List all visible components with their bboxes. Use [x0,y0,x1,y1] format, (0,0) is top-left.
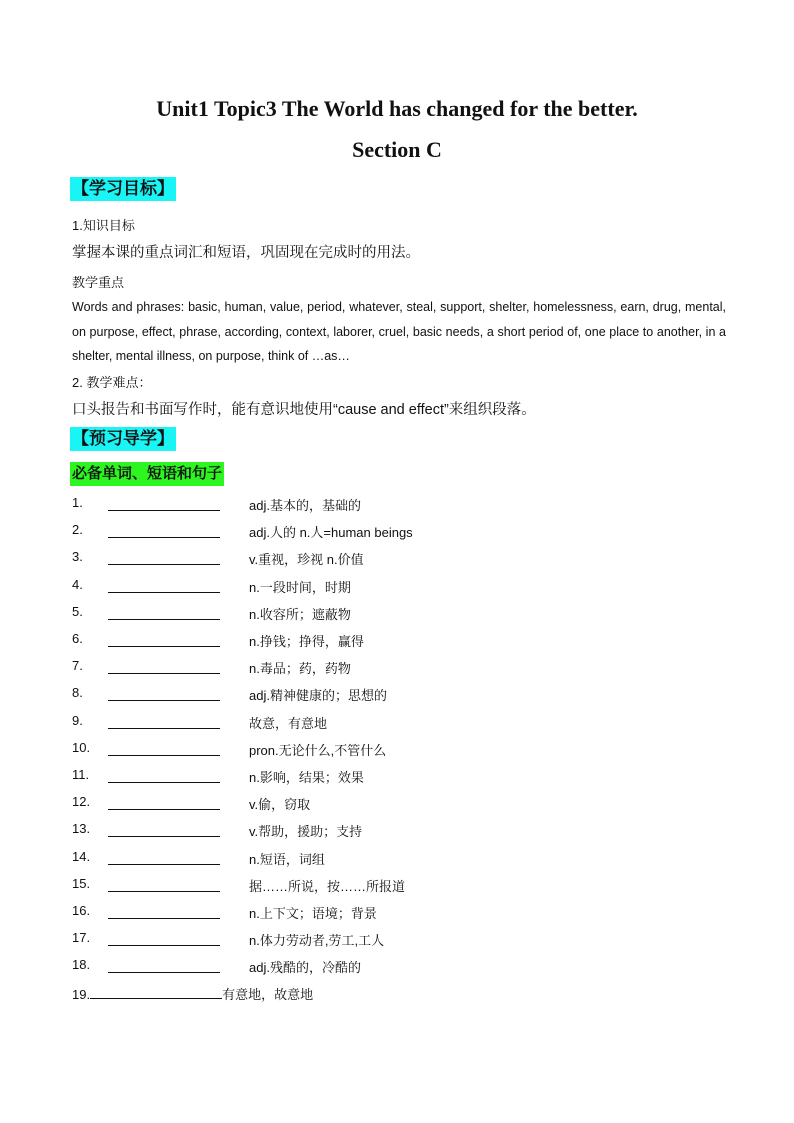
vocab-meaning: 据……所说，按……所报道 [249,878,406,894]
answer-blank[interactable] [90,984,222,999]
answer-blank[interactable] [108,592,220,593]
vocab-meaning: v.帮助，援助；支持 [249,824,363,840]
vocab-meaning: n.挣钱；挣得，赢得 [249,634,364,649]
vocab-number: 1. [72,495,83,510]
vocab-meaning: n.影响，结果；效果 [249,770,364,785]
vocab-number: 4. [72,576,83,592]
answer-blank[interactable] [108,864,220,865]
vocab-number: 10. [72,739,91,755]
page-title: Unit1 Topic3 The World has changed for the better. [156,96,638,121]
vocab-number: 9. [72,712,83,728]
vocab-meaning: 故意，有意地 [249,715,328,731]
vocab-meaning: adj.基本的，基础的 [249,498,361,513]
answer-blank[interactable] [108,510,220,511]
knowledge-text: 掌握本课的重点词汇和短语，巩固现在完成时的用法。 [72,245,420,261]
vocab-meaning: n.上下文；语境；背景 [249,906,377,921]
vocab-meaning: n.体力劳动者,劳工,工人 [249,933,385,949]
preview-heading: 【预习导学】 [70,427,176,451]
vocab-number: 7. [72,658,83,674]
vocab-meaning: adj.精神健康的；思想的 [249,688,387,704]
vocab-number: 19. [72,987,91,1002]
answer-blank[interactable] [108,836,220,837]
answer-blank[interactable] [108,619,220,620]
vocab-number: 17. [72,930,91,946]
vocab-number: 12. [72,794,91,810]
answer-blank[interactable] [108,945,220,946]
vocab-meaning: adj.人的 n.人=human beings [249,525,413,541]
answer-blank[interactable] [108,918,220,919]
difficulty-label: 2. 教学难点： [72,375,152,390]
vocab-number: 8. [72,685,83,701]
answer-blank[interactable] [108,673,220,674]
vocab-meaning: v.重视，珍视 n.价值 [249,552,364,568]
answer-blank[interactable] [108,809,220,810]
vocab-meaning: n.毒品；药，药物 [249,661,351,677]
vocab-number: 14. [72,848,91,864]
difficulty-text: 口头报告和书面写作时，能有意识地使用“cause and effect”来组织段落。 [72,402,536,418]
answer-blank[interactable] [108,646,220,647]
vocab-item-19 [72,984,313,1003]
vocab-number: 5. [72,603,83,619]
vocab-number: 16. [72,903,91,918]
vocab-meaning: pron.无论什么,不管什么 [249,742,387,758]
vocab-number: 11. [72,767,90,782]
vocab-meaning: 有意地，故意地 [222,987,314,1002]
goals-heading: 【学习目标】 [70,177,176,201]
answer-blank[interactable] [108,755,220,756]
key-points-label: 教学重点 [72,275,125,290]
vocab-number: 15. [72,875,91,891]
answer-blank[interactable] [108,972,220,973]
key-points-text: Words and phrases: basic, human, value, period, whatever, steal, support, shelter, homelessness, earn, drug, mental, on purpose, effect, phrase, according, context, laborer, cruel, basic needs, a short period of, one place to another, in a shelter, mental illness, on purpose, think of …as… [72,300,726,363]
answer-blank[interactable] [108,728,220,729]
vocab-number: 6. [72,631,83,646]
vocab-number: 18. [72,957,91,973]
vocab-meaning: n.收容所；遮蔽物 [249,606,351,622]
vocab-meaning: v.偷，窃取 [249,797,311,813]
answer-blank[interactable] [108,564,220,565]
answer-blank[interactable] [108,782,220,783]
vocab-meaning: n.一段时间，时期 [249,579,351,595]
page-subtitle: Section C [352,137,442,162]
answer-blank[interactable] [108,891,220,892]
knowledge-label: 1.知识目标 [72,218,135,233]
vocab-meaning: adj.残酷的，冷酷的 [249,960,361,976]
vocab-number: 2. [72,522,83,538]
vocab-number: 3. [72,549,83,565]
vocab-meaning: n.短语，词组 [249,851,325,867]
vocab-heading: 必备单词、短语和句子 [70,462,224,486]
answer-blank[interactable] [108,700,220,701]
vocab-number: 13. [72,821,91,837]
answer-blank[interactable] [108,537,220,538]
